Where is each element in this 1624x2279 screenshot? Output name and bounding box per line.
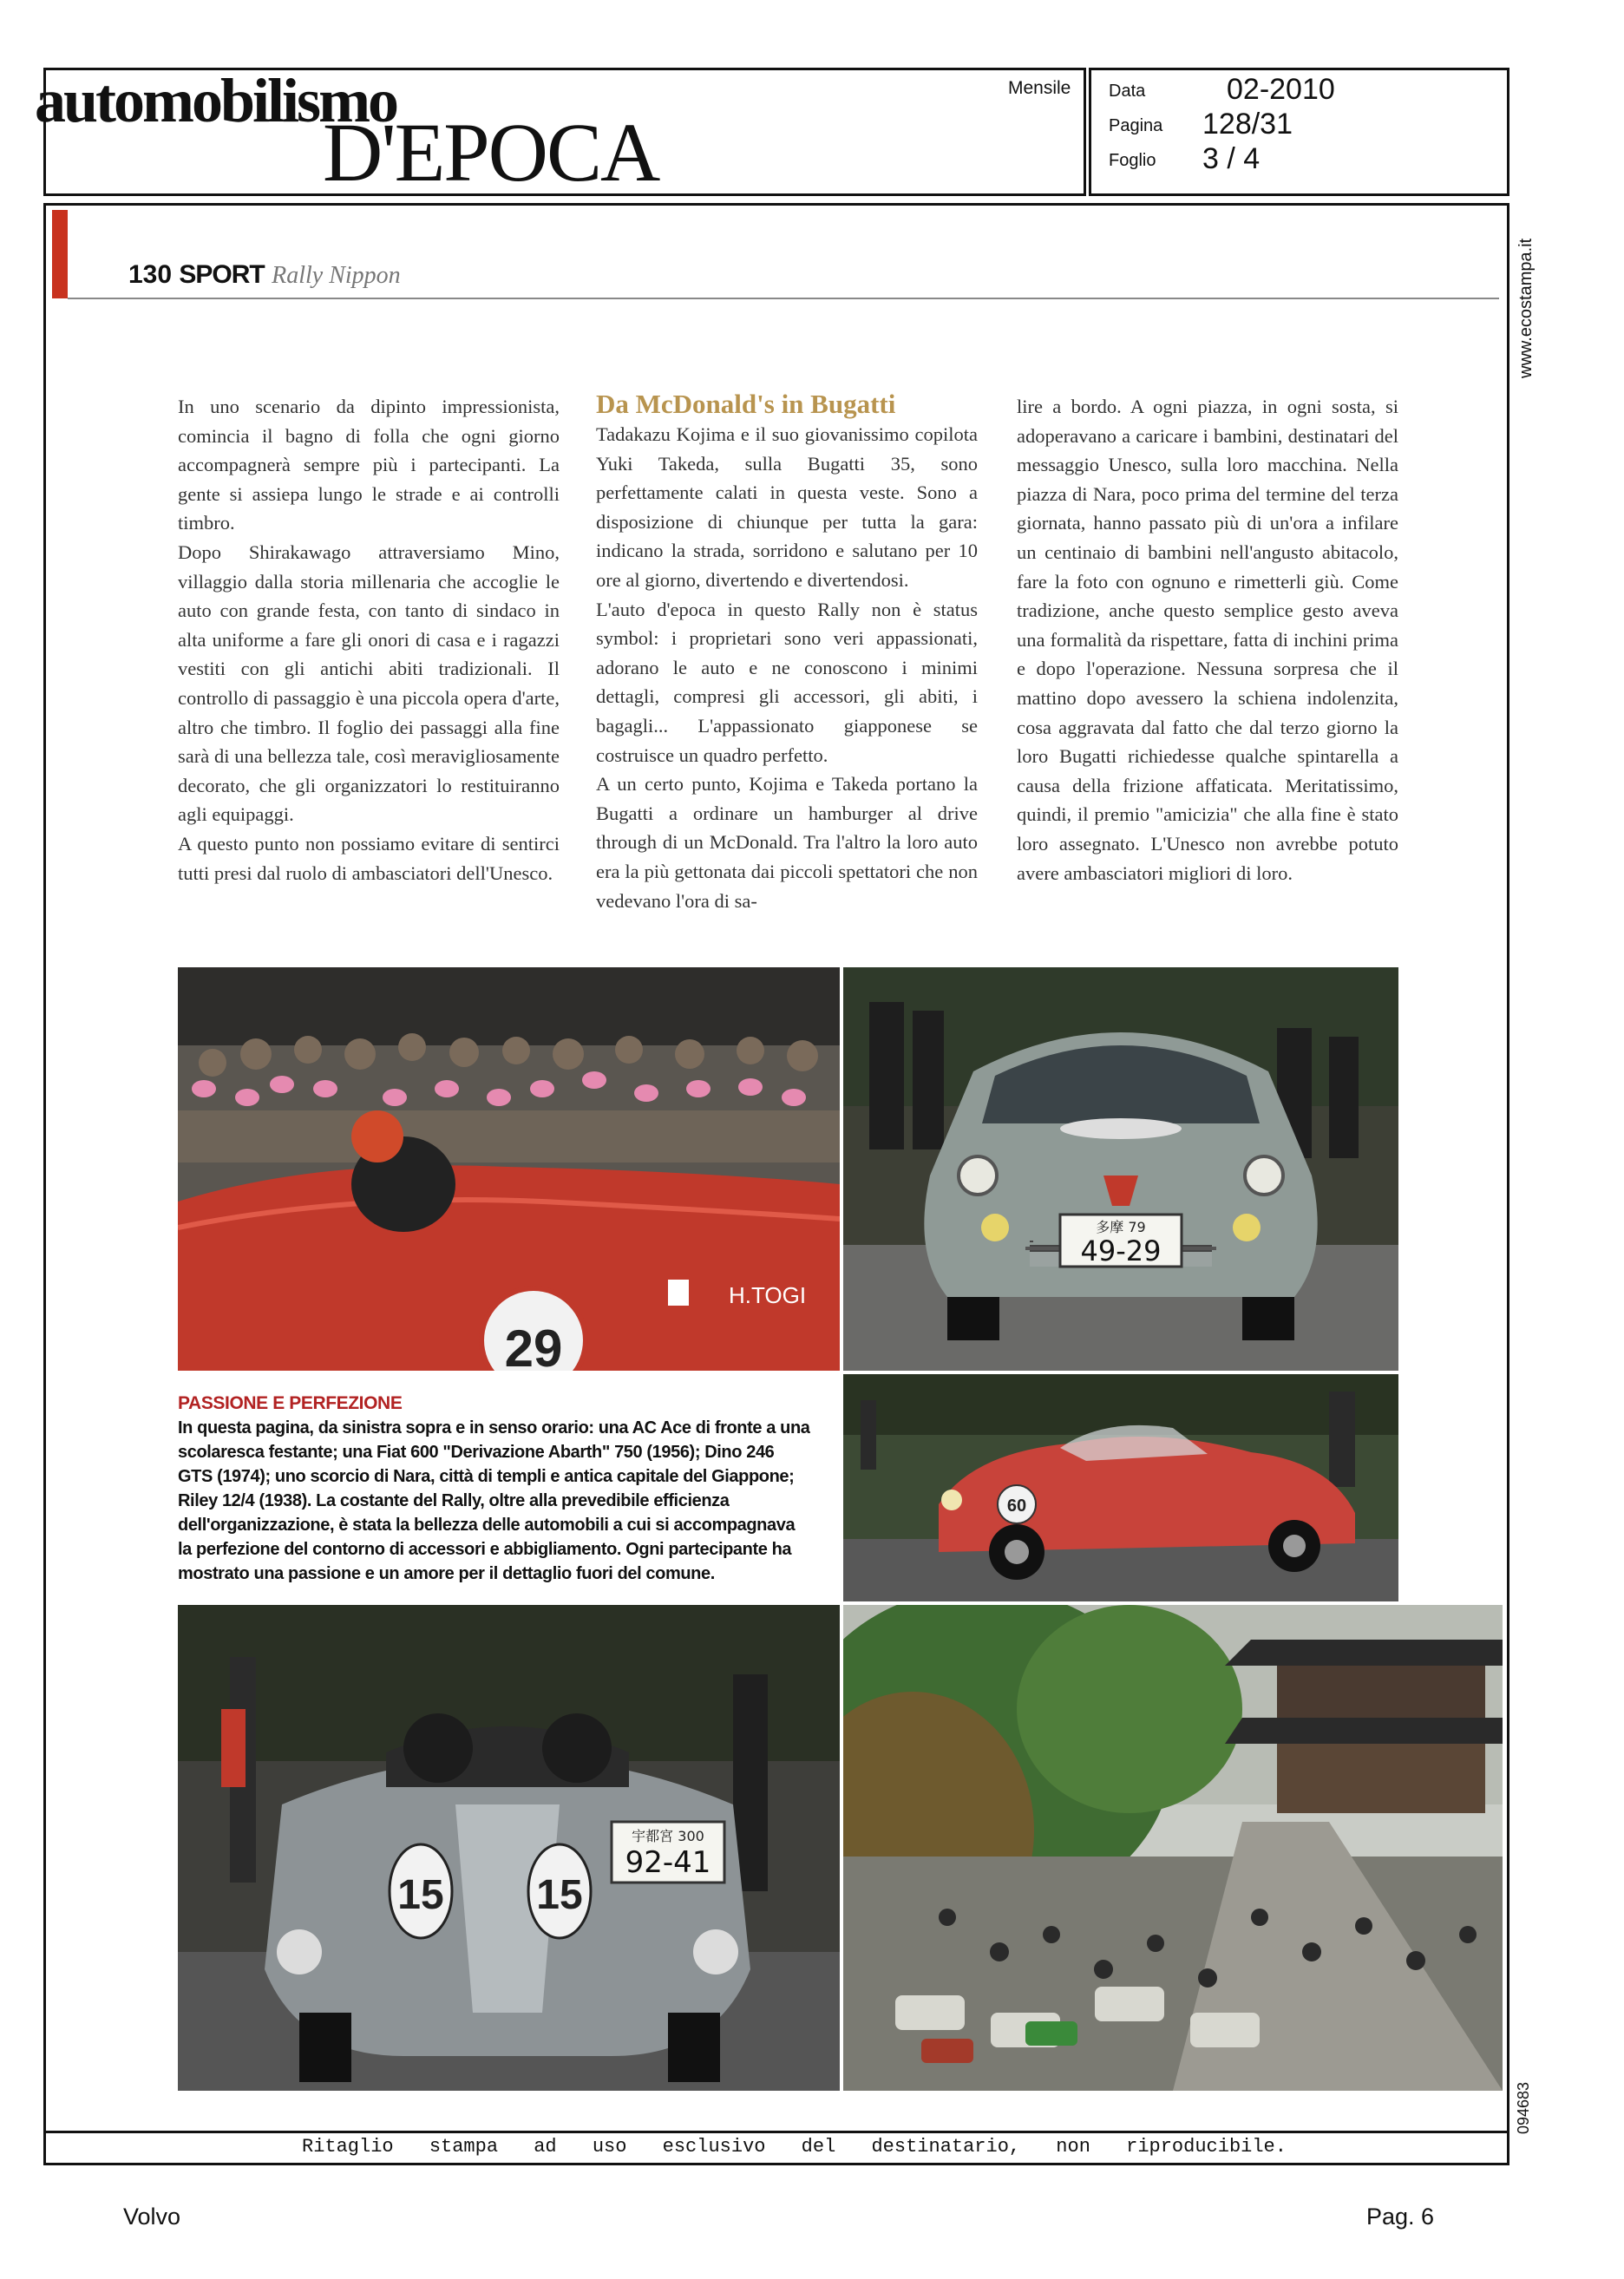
section-rubric: Rally Nippon bbox=[272, 262, 401, 289]
article-column-1 bbox=[178, 392, 560, 887]
caption-title: PASSIONE E PERFEZIONE bbox=[178, 1393, 403, 1413]
photo1-plate-text: H.TOGI bbox=[729, 1282, 807, 1308]
article-column-2 bbox=[596, 389, 978, 915]
date-label: Data bbox=[1109, 82, 1146, 101]
column2-subhead: Da McDonald's in Bugatti bbox=[596, 389, 896, 419]
photo-fiat-600-abarth bbox=[843, 967, 1398, 1371]
section-page-number: 130 bbox=[128, 260, 173, 289]
column1-paragraph: In uno scenario da dipinto impressionista, comincia il bagno di folla che ogni giorno accompagnerà sempre più i partecipanti. La gente si assiepa lungo le strade e ai controlli timbro. bbox=[178, 396, 560, 534]
column2-paragraph: Tadakazu Kojima e il suo giovanissimo copilota Yuki Takeda, sulla Bugatti 35, sono perfettamente calati in questa veste. Sono a disposizione di chiunque per tutta la gara: indicano la strada, sorridono e salutano per 10 ore al giorno, divertendo e divertendosi. bbox=[596, 423, 978, 591]
article-column-3 bbox=[1017, 392, 1398, 887]
photo3-race-number: 60 bbox=[1006, 1496, 1027, 1516]
photo2-plate-top: 多摩 79 bbox=[1096, 1219, 1146, 1235]
photo4-plate-top: 宇都宮 300 bbox=[632, 1828, 704, 1844]
photo4-race-number: 15 bbox=[536, 1872, 583, 1918]
caption-text: In questa pagina, da sinistra sopra e in senso orario: una AC Ace di fronte a una scolaresca festante; una Fiat 600 "Derivazione Abarth" 750 (1956); Dino 246 GTS (1974); uno scorcio di Nara, città di templi e antica capitale del Giappone; Riley 12/4 (1938). La costante del Rally, oltre alla prevedibile efficienza dell'organizzazione, è stata la bellezza delle automobili a cui si accompagnava la perfezione del contorno di accessori e abbigliamento. Ogni partecipante ha mostrato una passione e un amore per il dettaglio fuori del comune. bbox=[178, 1418, 810, 1583]
photo-nara-temple bbox=[843, 1605, 1503, 2091]
clipping-note: Ritaglio stampa ad uso esclusivo del destinatario, non riproducibile. bbox=[302, 2136, 1287, 2158]
section-rule bbox=[68, 298, 1499, 299]
column1-paragraph: Dopo Shirakawago attraversiamo Mino, villaggio dalla storia millenaria che accoglie le auto con grande festa, con tanto di sindaco in alta uniforme a fare gli onori di casa e i ragazzi vestiti con gli antichi abiti tradizionali. Il controllo di passaggio è una piccola opera d'arte, altro che timbro. Il foglio dei passaggi alla fine sarà di una bellezza tale, così meravigliosamente decorato, che gli organizzatori lo restituiranno agli equipaggi. bbox=[178, 540, 560, 826]
side-url: www.ecostampa.it bbox=[1516, 238, 1536, 378]
photo4-plate-main: 92-41 bbox=[625, 1845, 711, 1880]
sheet-value: 3 / 4 bbox=[1202, 142, 1261, 175]
masthead-logo-line2: D'EPOCA bbox=[323, 106, 659, 199]
photo-dino-246-gts bbox=[843, 1374, 1398, 1601]
section-title bbox=[128, 260, 401, 290]
photo-ac-ace-schoolchildren bbox=[178, 967, 840, 1371]
sheet-label: Foglio bbox=[1109, 151, 1156, 170]
column3-paragraph: lire a bordo. A ogni piazza, in ogni sosta, si adoperavano a caricare i bambini, destinatari del messaggio Unesco, sulla loro macchina. Nella piazza di Nara, poco prima del termine del terza giornata, hanno passato più di un'ora a infilare un centinaio di bambini nell'angusto abitacolo, fare la foto con ognuno e rimetterli giù. Come tradizione, anche questo semplice gesto aveva una formalità da rispettare, fatta di inchini prima e dopo l'operazione. Nessuna sorpresa che il mattino dopo avessero la schiena indolenzita, cosa aggravata dal fatto che dal terzo giorno la loro Bugatti richiedesse qualche spintarella a causa della frizione affaticata. Meritatissimo, quindi, il premio "amicizia" che alla fine è stato loro assegnato. L'Unesco non avrebbe potuto avere ambasciatori migliori di loro. bbox=[1017, 396, 1398, 884]
section-accent-bar bbox=[52, 210, 68, 298]
photo4-race-number: 15 bbox=[397, 1872, 444, 1918]
section-name: SPORT bbox=[179, 260, 265, 289]
periodicity-label: Mensile bbox=[1008, 78, 1071, 98]
photo2-plate-main: 49-29 bbox=[1080, 1234, 1162, 1267]
photo-caption bbox=[178, 1392, 811, 1586]
page-indicator: Pag. 6 bbox=[1366, 2204, 1435, 2230]
side-code: 094683 bbox=[1515, 2081, 1532, 2134]
column2-paragraph: L'auto d'epoca in questo Rally non è status symbol: i proprietari sono veri appassionati, adorano le auto e ne conoscono i minimi dettagli, compresi gli accessori, gli abiti, i bagagli... L'appassionato giapponese se costruisce un quadro perfetto. bbox=[596, 598, 978, 766]
masthead-logo-line1: automobilismo bbox=[35, 66, 397, 135]
photo-riley-12-4 bbox=[178, 1605, 840, 2091]
client-name: Volvo bbox=[123, 2204, 181, 2230]
page-value: 128/31 bbox=[1202, 108, 1293, 141]
date-value: 02-2010 bbox=[1227, 73, 1335, 106]
column1-paragraph: A questo punto non possiamo evitare di sentirci tutti presi dal ruolo di ambasciatori dell'Unesco. bbox=[178, 832, 560, 884]
photo1-race-number: 29 bbox=[504, 1320, 563, 1371]
column2-paragraph: A un certo punto, Kojima e Takeda portano la Bugatti a ordinare un hamburger al drive through di un McDonald. Tra l'altro la loro auto era la più gettonata dai piccoli spettatori che non vedevano l'ora di sa- bbox=[596, 773, 978, 912]
page-label: Pagina bbox=[1109, 116, 1163, 135]
